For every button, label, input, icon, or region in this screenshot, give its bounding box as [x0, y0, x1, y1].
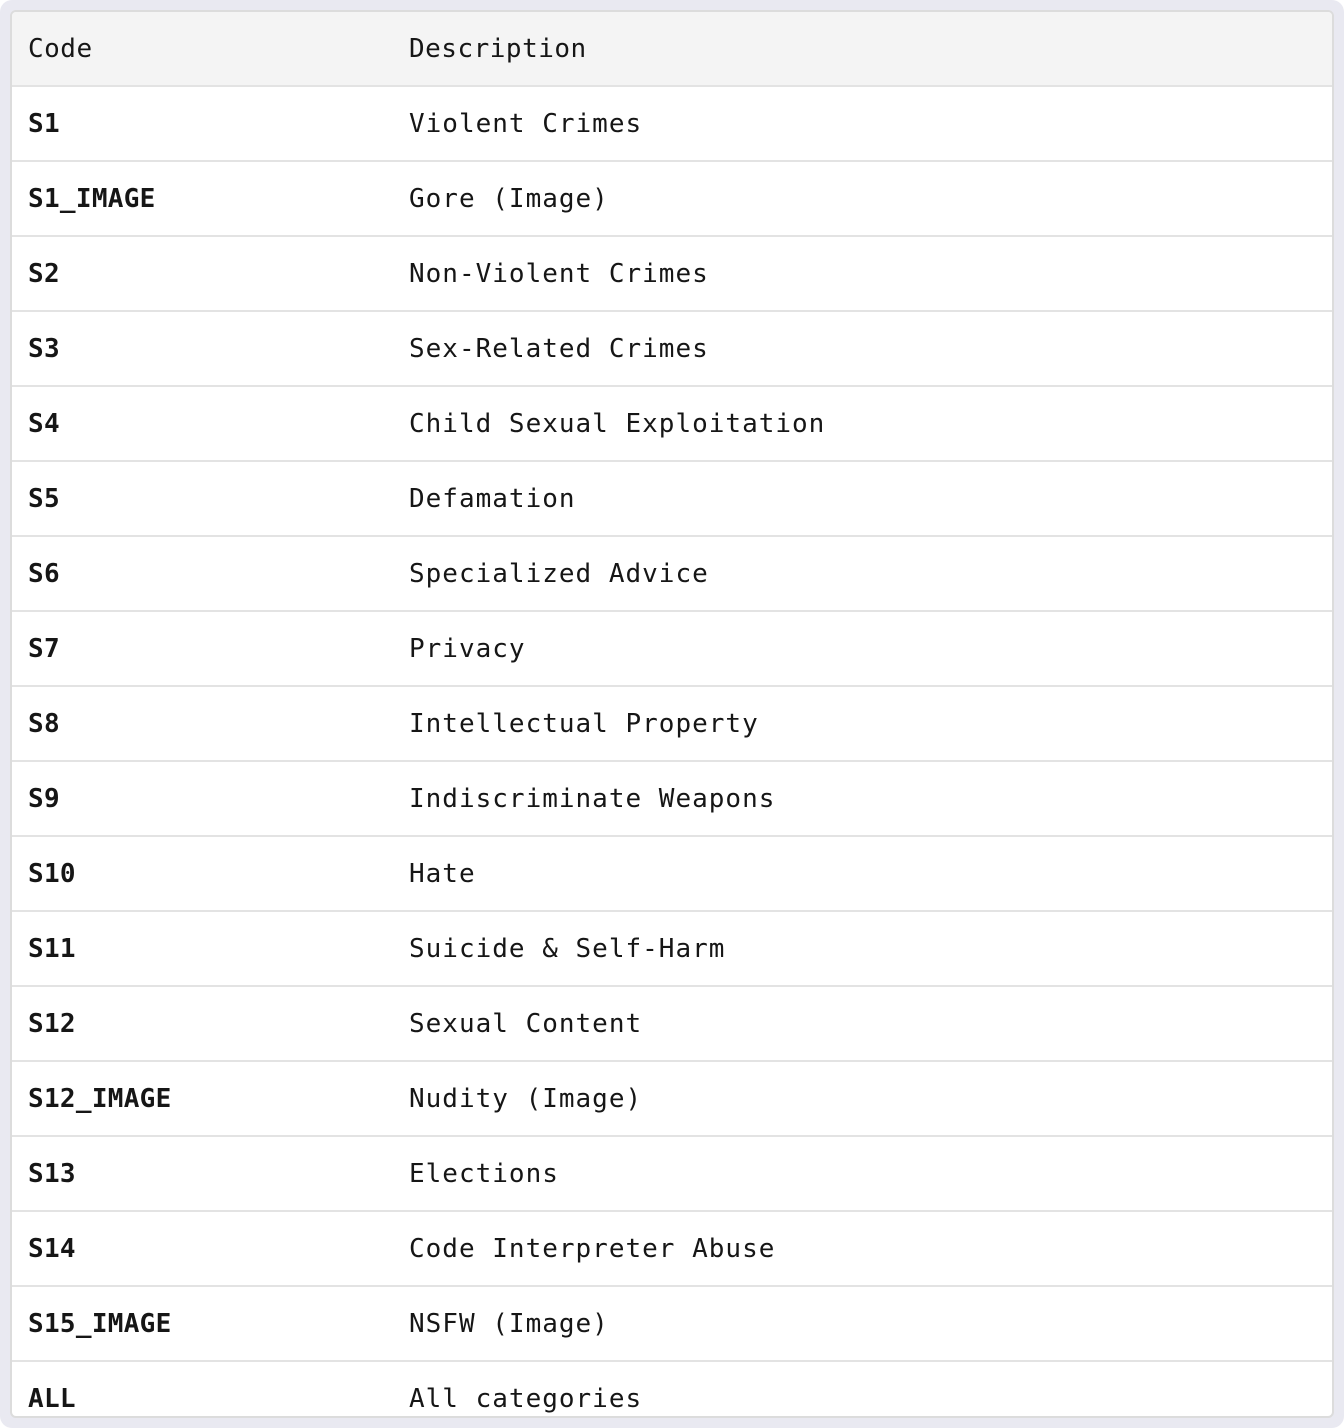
cell-code: S7	[12, 611, 393, 686]
cell-code: S6	[12, 536, 393, 611]
table-row	[12, 1061, 1332, 1136]
cell-description: Violent Crimes	[393, 86, 1332, 161]
cell-description: Defamation	[393, 461, 1332, 536]
cell-description: Indiscriminate Weapons	[393, 761, 1332, 836]
table-row	[12, 836, 1332, 911]
cell-description: NSFW (Image)	[393, 1286, 1332, 1361]
cell-code: S12_IMAGE	[12, 1061, 393, 1136]
table-row	[12, 86, 1332, 161]
cell-description: Elections	[393, 1136, 1332, 1211]
table-row	[12, 611, 1332, 686]
cell-code: S2	[12, 236, 393, 311]
table-row	[12, 536, 1332, 611]
table-body	[12, 86, 1332, 1418]
cell-code: S8	[12, 686, 393, 761]
cell-description: Sex-Related Crimes	[393, 311, 1332, 386]
table-row	[12, 1361, 1332, 1418]
cell-code: S14	[12, 1211, 393, 1286]
table-row	[12, 1136, 1332, 1211]
cell-description: Child Sexual Exploitation	[393, 386, 1332, 461]
table-row	[12, 1286, 1332, 1361]
cell-code: S1_IMAGE	[12, 161, 393, 236]
cell-description: Privacy	[393, 611, 1332, 686]
cell-description: Suicide & Self-Harm	[393, 911, 1332, 986]
table-row	[12, 986, 1332, 1061]
header-row	[12, 12, 1332, 86]
cell-code: S11	[12, 911, 393, 986]
cell-description: Sexual Content	[393, 986, 1332, 1061]
cell-description: Intellectual Property	[393, 686, 1332, 761]
cell-description: Non-Violent Crimes	[393, 236, 1332, 311]
cell-code: S9	[12, 761, 393, 836]
table-row	[12, 386, 1332, 461]
table-row	[12, 461, 1332, 536]
cell-code: S1	[12, 86, 393, 161]
cell-code: S4	[12, 386, 393, 461]
cell-code: S10	[12, 836, 393, 911]
table-row	[12, 911, 1332, 986]
cell-code: S12	[12, 986, 393, 1061]
cell-code: S3	[12, 311, 393, 386]
category-table	[12, 12, 1332, 1418]
table-row	[12, 236, 1332, 311]
cell-description: Nudity (Image)	[393, 1061, 1332, 1136]
header-code: Code	[12, 12, 393, 86]
table-row	[12, 761, 1332, 836]
table-header	[12, 12, 1332, 86]
cell-code: S15_IMAGE	[12, 1286, 393, 1361]
table-row	[12, 1211, 1332, 1286]
cell-description: Specialized Advice	[393, 536, 1332, 611]
cell-code: ALL	[28, 1383, 76, 1414]
table-row	[12, 311, 1332, 386]
cell-code: S13	[12, 1136, 393, 1211]
table-row	[12, 161, 1332, 236]
table-row	[12, 686, 1332, 761]
header-description: Description	[393, 12, 1332, 86]
table-container	[10, 10, 1334, 1418]
cell-description: Code Interpreter Abuse	[393, 1211, 1332, 1286]
cell-code: S5	[12, 461, 393, 536]
cell-description: Hate	[393, 836, 1332, 911]
cell-description: All categories	[409, 1383, 643, 1414]
cell-description: Gore (Image)	[393, 161, 1332, 236]
